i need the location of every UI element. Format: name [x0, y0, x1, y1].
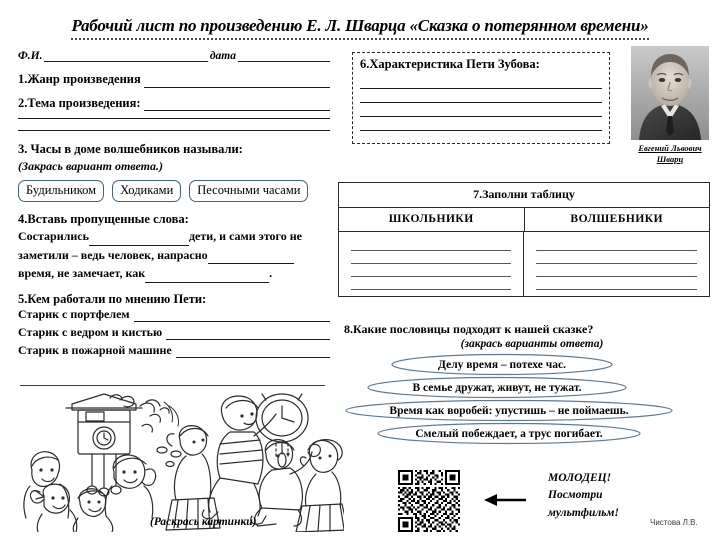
- q4-text-4: время, не замечает, как: [18, 266, 146, 281]
- wizards-line-3[interactable]: [536, 264, 697, 277]
- question-8-hint: (закрась варианты ответа): [460, 338, 604, 350]
- table-body: [339, 232, 709, 296]
- left-column: [18, 50, 330, 361]
- question-5-item-3: [18, 343, 330, 358]
- bravo-message: [548, 470, 619, 522]
- q5-item-3-input[interactable]: [176, 346, 330, 358]
- page-title: Рабочий лист по произведению Е. Л. Шварца «Сказка о потерянном времени»: [71, 16, 648, 40]
- wizards-line-2[interactable]: [536, 251, 697, 264]
- bravo-line-2: Посмотри: [548, 489, 603, 502]
- proverb-option-1[interactable]: [390, 353, 614, 376]
- author-caption: [628, 143, 712, 164]
- question-2-input-line-2[interactable]: [18, 118, 330, 119]
- q4-blank-1[interactable]: [89, 234, 189, 246]
- author-photo: [631, 46, 709, 140]
- question-6-input-line-3[interactable]: [360, 103, 602, 117]
- option-pesochnymi-chasami[interactable]: Песочными часами: [189, 180, 308, 202]
- question-7-table: [338, 182, 710, 297]
- question-5-item-2: [18, 325, 330, 340]
- option-hodikami[interactable]: Ходиками: [112, 180, 181, 202]
- q5-item-2-label: Старик с ведром и кистью: [18, 325, 163, 340]
- wizards-line-4[interactable]: [536, 277, 697, 290]
- question-4-body: [18, 227, 330, 283]
- question-2-input[interactable]: [144, 99, 330, 111]
- proverb-3-text: Время как воробей: упустишь – не поймаешь.: [389, 404, 629, 417]
- proverb-1-text: Делу время – потехе час.: [438, 358, 566, 371]
- q4-text-1: Состарились: [18, 229, 89, 243]
- table-cell-wizards: [524, 232, 709, 296]
- page-title-wrap: [0, 16, 720, 40]
- question-3-options: [18, 180, 330, 202]
- wizards-line-1[interactable]: [536, 238, 697, 251]
- student-date-input[interactable]: [238, 50, 330, 62]
- student-info-row: [18, 50, 330, 62]
- author-caption-line-2: Шварц: [656, 153, 684, 164]
- q5-item-1-label: Старик с портфелем: [18, 307, 130, 322]
- q5-item-3-label: Старик в пожарной машине: [18, 343, 172, 358]
- schoolchildren-line-3[interactable]: [351, 264, 511, 277]
- q4-text-2: дети, и сами этого не: [188, 229, 302, 243]
- author-credit: Чистова Л.В.: [650, 518, 698, 527]
- q4-blank-3[interactable]: [145, 271, 269, 283]
- proverb-option-2[interactable]: [366, 376, 628, 399]
- question-1-label: 1.Жанр произведения: [18, 72, 141, 86]
- author-caption-line-1: Евгений Львович: [638, 143, 702, 153]
- illustration-caption: (Раскрась картинки): [150, 516, 257, 528]
- table-column-header-schoolchildren: ШКОЛЬНИКИ: [339, 208, 525, 231]
- q5-item-1-input[interactable]: [134, 310, 330, 322]
- student-name-label: Ф.И.: [18, 50, 43, 62]
- table-column-header-wizards: ВОЛШЕБНИКИ: [570, 213, 664, 225]
- q5-item-2-input[interactable]: [166, 328, 330, 340]
- coloring-illustration: [14, 392, 344, 532]
- question-2: [18, 95, 330, 112]
- question-5-item-1: [18, 307, 330, 322]
- bravo-line-3: мультфильм!: [548, 506, 619, 519]
- question-2-label: 2.Тема произведения:: [18, 95, 141, 110]
- question-3-hint: (Закрась вариант ответа.): [18, 158, 163, 173]
- author-portrait-block: [628, 46, 712, 164]
- table-cell-schoolchildren: [339, 232, 524, 296]
- option-budilnikom[interactable]: Будильником: [18, 180, 104, 202]
- question-6-label: 6.Характеристика Пети Зубова:: [360, 57, 540, 71]
- qr-code-icon[interactable]: [398, 470, 460, 532]
- table-header-row: [339, 208, 709, 232]
- question-6-input-line-2[interactable]: [360, 89, 602, 103]
- bravo-line-1: МОЛОДЕЦ!: [548, 472, 612, 484]
- question-3-label: 3. Часы в доме волшебников называли:: [18, 142, 243, 156]
- proverb-4-text: Смелый побеждает, а трус погибает.: [415, 427, 603, 440]
- proverb-option-3[interactable]: [344, 399, 674, 422]
- student-name-input[interactable]: [44, 50, 207, 62]
- question-7-title: 7.Заполни таблицу: [339, 183, 709, 208]
- question-4-label: 4.Вставь пропущенные слова:: [18, 211, 189, 226]
- q4-text-3: заметили – ведь человек, напрасно: [18, 247, 208, 262]
- left-arrow-icon: [484, 492, 526, 508]
- q4-blank-2[interactable]: [208, 252, 294, 264]
- question-5-label: 5.Кем работали по мнению Пети:: [18, 291, 207, 306]
- proverb-2-text: В семье дружат, живут, не тужат.: [412, 381, 582, 394]
- schoolchildren-line-4[interactable]: [351, 277, 511, 290]
- question-1-input[interactable]: [144, 76, 330, 88]
- q4-text-5: .: [269, 266, 273, 281]
- question-8: [344, 322, 720, 445]
- schoolchildren-line-1[interactable]: [351, 238, 511, 251]
- question-1: [18, 71, 330, 88]
- question-8-label: 8.Какие пословицы подходят к нашей сказке?: [344, 322, 594, 336]
- proverb-option-4[interactable]: [376, 422, 642, 445]
- section-divider: [20, 385, 325, 386]
- question-2-input-line-3[interactable]: [18, 130, 330, 131]
- schoolchildren-line-2[interactable]: [351, 251, 511, 264]
- question-6-box: [352, 52, 610, 144]
- question-6-input-line-1[interactable]: [360, 75, 602, 89]
- question-6-input-line-4[interactable]: [360, 117, 602, 131]
- student-date-label: дата: [209, 50, 236, 62]
